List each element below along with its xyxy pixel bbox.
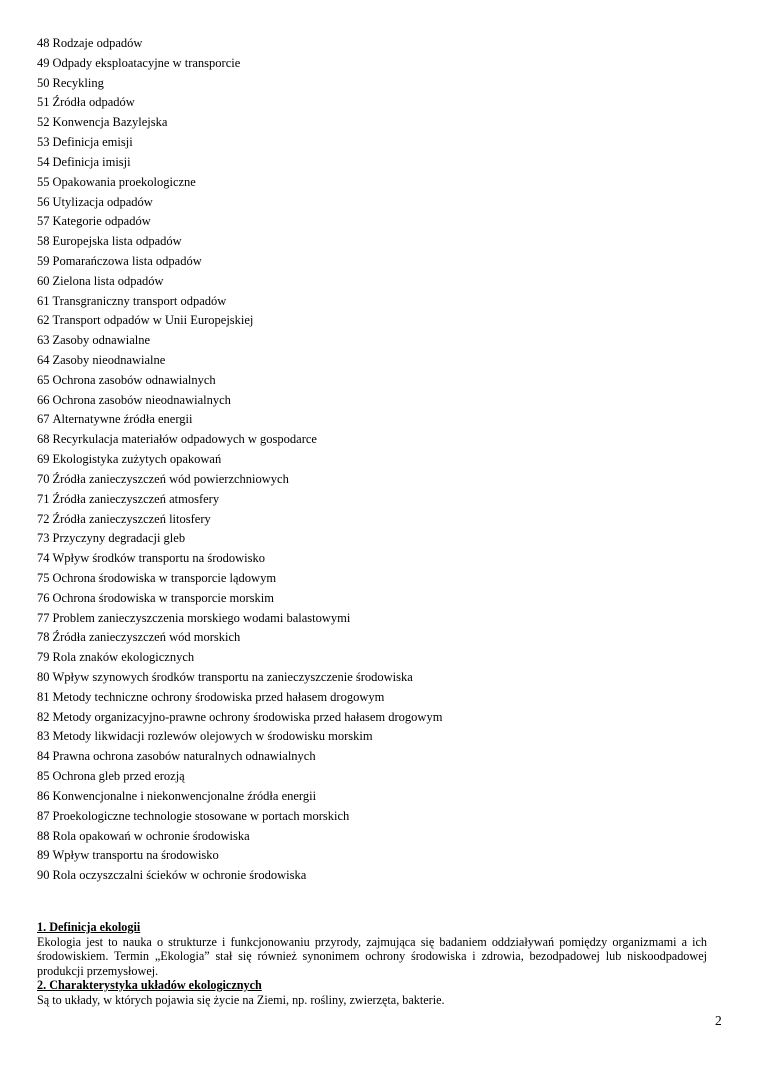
topic-number: 80: [37, 670, 50, 684]
topic-title: Metody techniczne ochrony środowiska przed hałasem drogowym: [52, 689, 385, 704]
topic-number: 83: [37, 729, 50, 744]
topic-number: 63: [37, 333, 50, 348]
topic-item: [37, 331, 442, 351]
topic-title: Rola oczyszczalni ścieków w ochronie środowiska: [52, 868, 307, 883]
topic-number: 57: [37, 214, 50, 229]
topic-number: 50: [37, 75, 50, 90]
topic-item: [37, 688, 442, 708]
topic-number: 51: [37, 95, 50, 110]
topic-item: [37, 391, 442, 411]
topic-number: 75: [37, 570, 50, 585]
topic-number: 58: [37, 234, 50, 249]
topic-title: Kategorie odpadów: [52, 214, 151, 229]
topic-item: [37, 609, 442, 629]
topic-number: 66: [37, 392, 50, 407]
topic-number: 76: [37, 590, 50, 605]
topic-title: Recykling: [52, 75, 104, 90]
page-number: 2: [715, 1013, 722, 1028]
topic-title: Przyczyny degradacji gleb: [52, 531, 186, 546]
topic-number: 67: [37, 412, 50, 427]
topic-number: 88: [37, 828, 50, 843]
section-paragraph: Ekologia jest to nauka o strukturze i funkcjonowaniu przyrody, zajmująca się badaniem oddziaływań pomiędzy organizmami a ich środowiskiem. Termin „Ekologia” stał się również synonimem ochrony środowiska i zdrowia, bezodpadowej lub niskoodpadowej produkcji przemysłowej.: [37, 934, 707, 978]
topic-number: 77: [37, 610, 50, 625]
topic-item: [37, 54, 442, 74]
topic-title: Odpady eksploatacyjne w transporcie: [52, 55, 241, 70]
topic-item: [37, 351, 442, 371]
topic-number: 53: [37, 135, 50, 150]
topic-item: [37, 787, 442, 807]
topic-item: [37, 668, 442, 688]
topic-number: 72: [37, 511, 50, 526]
topic-item: [37, 490, 442, 510]
topic-number: 61: [37, 293, 50, 308]
topic-title: Definicja imisji: [52, 154, 131, 169]
topic-title: Transport odpadów w Unii Europejskiej: [52, 313, 254, 328]
sections-area: [37, 920, 707, 1007]
topic-number: 89: [37, 848, 50, 863]
topic-item: [37, 252, 442, 272]
topic-number: 84: [37, 749, 50, 764]
topic-item: [37, 708, 442, 728]
topic-item: [37, 866, 442, 886]
topic-title: Rola opakowań w ochronie środowiska: [52, 828, 250, 843]
topic-item: [37, 311, 442, 331]
topic-title: Prawna ochrona zasobów naturalnych odnawialnych: [52, 749, 316, 764]
topic-title: Problem zanieczyszczenia morskiego wodami balastowymi: [52, 610, 351, 625]
topic-item: [37, 549, 442, 569]
section-paragraph: Są to układy, w których pojawia się życie na Ziemi, np. rośliny, zwierzęta, bakterie.: [37, 992, 445, 1007]
topic-title: Rodzaje odpadów: [52, 36, 143, 50]
topic-number: 87: [37, 808, 50, 823]
section-heading: 1. Definicja ekologii: [37, 920, 141, 934]
topic-number: 70: [37, 471, 50, 486]
topic-number: 74: [37, 551, 50, 566]
topic-title: Metody likwidacji rozlewów olejowych w środowisku morskim: [52, 729, 373, 744]
topic-title: Ochrona zasobów odnawialnych: [52, 372, 216, 387]
topic-number: 60: [37, 273, 50, 288]
topic-title: Pomarańczowa lista odpadów: [52, 253, 202, 268]
topic-number: 68: [37, 432, 50, 447]
topic-item: [37, 212, 442, 232]
topic-item: [37, 272, 442, 292]
topic-title: Konwencjonalne i niekonwencjonalne źródła energii: [52, 788, 317, 803]
topic-list: [37, 34, 442, 886]
topic-number: 81: [37, 689, 50, 704]
topic-title: Recyrkulacja materiałów odpadowych w gospodarce: [52, 432, 317, 447]
topic-number: 69: [37, 452, 50, 467]
topic-number: 49: [37, 55, 50, 70]
topic-number: 64: [37, 353, 50, 367]
topic-item: [37, 430, 442, 450]
topic-item: [37, 628, 442, 648]
topic-number: 79: [37, 650, 50, 665]
topic-title: Rola znaków ekologicznych: [52, 650, 195, 665]
topic-title: Definicja emisji: [52, 135, 133, 150]
topic-item: [37, 34, 442, 54]
topic-number: 78: [37, 630, 50, 645]
topic-item: [37, 113, 442, 133]
topic-item: [37, 153, 442, 173]
section-heading: 2. Charakterystyka układów ekologicznych: [37, 978, 262, 992]
topic-item: [37, 74, 442, 94]
topic-item: [37, 807, 442, 827]
topic-item: [37, 747, 442, 767]
topic-title: Ochrona środowiska w transporcie morskim: [52, 590, 274, 605]
topic-item: [37, 569, 442, 589]
topic-item: [37, 510, 442, 530]
topic-item: [37, 470, 442, 490]
topic-item: [37, 846, 442, 866]
topic-number: 48: [37, 36, 50, 50]
topic-title: Zasoby nieodnawialne: [52, 353, 166, 367]
topic-item: [37, 767, 442, 787]
topic-number: 54: [37, 154, 50, 169]
topic-title: Europejska lista odpadów: [52, 234, 182, 249]
topic-item: [37, 173, 442, 193]
topic-title: Ochrona gleb przed erozją: [52, 769, 185, 784]
topic-number: 62: [37, 313, 50, 328]
topic-title: Źródła zanieczyszczeń wód powierzchniowych: [52, 471, 289, 486]
topic-number: 90: [37, 868, 50, 883]
topic-title: Źródła zanieczyszczeń wód morskich: [52, 630, 241, 645]
topic-number: 85: [37, 769, 50, 784]
topic-number: 65: [37, 372, 50, 387]
topic-title: Źródła odpadów: [52, 95, 135, 110]
topic-title: Źródła zanieczyszczeń litosfery: [52, 511, 211, 526]
topic-title: Metody organizacyjno-prawne ochrony środowiska przed hałasem drogowym: [52, 709, 443, 724]
topic-number: 59: [37, 253, 50, 268]
topic-item: [37, 193, 442, 213]
topic-item: [37, 529, 442, 549]
topic-number: 73: [37, 531, 50, 546]
topic-item: [37, 450, 442, 470]
topic-title: Konwencja Bazylejska: [52, 115, 168, 130]
topic-title: Transgraniczny transport odpadów: [52, 293, 227, 308]
topic-item: [37, 292, 442, 312]
topic-title: Wpływ szynowych środków transportu na zanieczyszczenie środowiska: [52, 670, 413, 684]
topic-title: Proekologiczne technologie stosowane w portach morskich: [52, 808, 350, 823]
topic-title: Alternatywne źródła energii: [52, 412, 193, 427]
topic-number: 52: [37, 115, 50, 130]
topic-number: 71: [37, 491, 50, 506]
topic-title: Wpływ transportu na środowisko: [52, 848, 219, 863]
topic-item: [37, 371, 442, 391]
topic-item: [37, 93, 442, 113]
topic-item: [37, 727, 442, 747]
topic-title: Ekologistyka zużytych opakowań: [52, 452, 222, 467]
topic-number: 86: [37, 788, 50, 803]
topic-item: [37, 589, 442, 609]
topic-title: Ochrona środowiska w transporcie lądowym: [52, 570, 277, 585]
topic-title: Opakowania proekologiczne: [52, 174, 196, 189]
topic-title: Utylizacja odpadów: [52, 194, 153, 209]
topic-item: [37, 410, 442, 430]
topic-title: Wpływ środków transportu na środowisko: [52, 551, 265, 566]
topic-number: 56: [37, 194, 50, 209]
topic-title: Ochrona zasobów nieodnawialnych: [52, 392, 231, 407]
topic-title: Źródła zanieczyszczeń atmosfery: [52, 491, 220, 506]
topic-item: [37, 232, 442, 252]
topic-item: [37, 133, 442, 153]
topic-number: 55: [37, 174, 50, 189]
topic-number: 82: [37, 709, 50, 724]
topic-title: Zasoby odnawialne: [52, 333, 151, 348]
topic-title: Zielona lista odpadów: [52, 273, 164, 288]
topic-item: [37, 827, 442, 847]
topic-item: [37, 648, 442, 668]
